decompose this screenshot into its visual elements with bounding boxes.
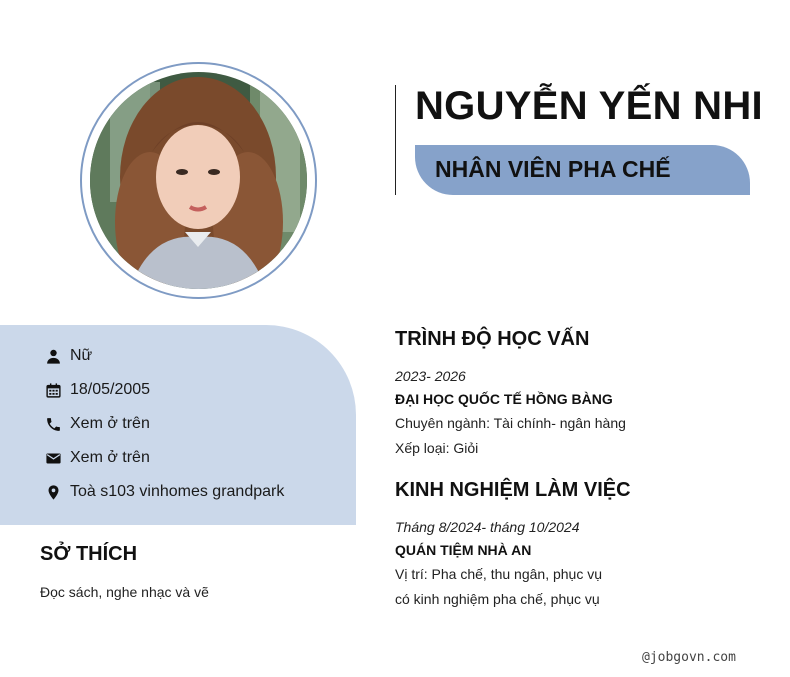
education-grade: Xếp loại: Giỏi [395, 440, 479, 456]
profile-photo [90, 72, 307, 289]
contact-text: Nữ [70, 347, 93, 364]
candidate-name: NGUYỄN YẾN NHI [415, 84, 763, 128]
contact-address [44, 481, 284, 503]
phone-icon [44, 415, 62, 433]
experience-period: Tháng 8/2024- tháng 10/2024 [395, 519, 580, 535]
contact-gender [44, 345, 92, 367]
watermark: @jobgovn.com [642, 650, 736, 665]
education-period: 2023- 2026 [395, 368, 466, 384]
education-heading: TRÌNH ĐỘ HỌC VẤN [395, 328, 590, 350]
profile-photo-frame [80, 62, 317, 299]
experience-role: Vị trí: Pha chế, thu ngân, phục vụ [395, 566, 603, 582]
experience-company: QUÁN TIỆM NHÀ AN [395, 542, 532, 558]
calendar-icon [44, 381, 62, 399]
education-major: Chuyên ngành: Tài chính- ngân hàng [395, 415, 626, 431]
contact-text: Xem ở trên [70, 415, 150, 432]
location-pin-icon [44, 483, 62, 501]
job-title: NHÂN VIÊN PHA CHẾ [435, 156, 671, 182]
hobbies-text: Đọc sách, nghe nhạc và vẽ [40, 584, 209, 600]
contact-phone [44, 413, 150, 435]
mail-icon [44, 449, 62, 467]
hobbies-heading: SỞ THÍCH [40, 543, 138, 565]
contact-email [44, 447, 150, 469]
contact-text: Xem ở trên [70, 449, 150, 466]
contact-birthdate [44, 379, 150, 401]
contact-text: 18/05/2005 [70, 381, 151, 398]
job-title-banner [415, 145, 750, 195]
contact-text: Toà s103 vinhomes grandpark [70, 483, 285, 500]
experience-heading: KINH NGHIỆM LÀM VIỆC [395, 479, 631, 501]
name-divider [395, 85, 396, 195]
person-icon [44, 347, 62, 365]
education-school: ĐẠI HỌC QUỐC TẾ HỒNG BÀNG [395, 391, 613, 407]
experience-note: có kinh nghiệm pha chế, phục vụ [395, 591, 600, 607]
